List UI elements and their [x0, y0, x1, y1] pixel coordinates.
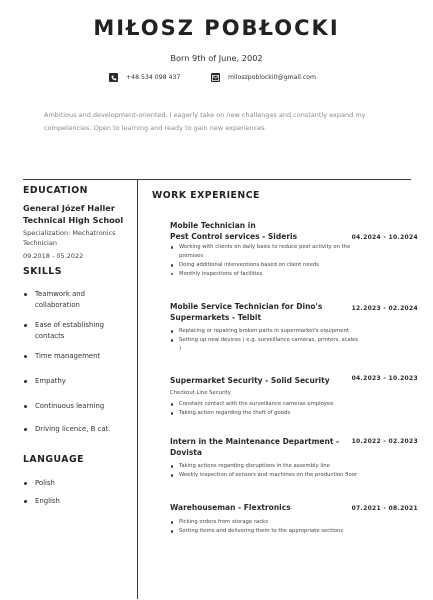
school-name-line1: General Józef Haller	[23, 203, 115, 213]
phone-number: +48 534 098 437	[126, 74, 181, 81]
education-section	[23, 185, 131, 260]
job-subtitle: Checkout Line Security	[170, 390, 231, 396]
job-dates: 04.2023 - 10.2023	[351, 375, 418, 382]
job-dates: 07.2021 - 08.2021	[351, 505, 418, 512]
email-icon	[211, 73, 220, 82]
skill-item: Continuous learning	[24, 401, 132, 412]
work-experience-title: WORK EXPERIENCE	[152, 190, 260, 201]
job-title: Supermarket Security - Solid Security	[170, 376, 330, 385]
birth-date: Born 9th of June, 2002	[170, 53, 263, 63]
specialization	[23, 229, 131, 249]
duty-item: Setting up new devices ( e.g. surveillance cameras, printers, scales )	[170, 336, 360, 354]
school-name	[23, 203, 131, 226]
school-name-line2: Technical High School	[23, 214, 124, 225]
phone-icon	[109, 73, 118, 82]
skill-item: Driving licence, B cat.	[24, 424, 132, 435]
language-title: LANGUAGE	[23, 454, 84, 465]
job-title-line2: Pest Control services - Sideris	[170, 232, 298, 242]
language-item: English	[24, 496, 132, 507]
education-dates: 09.2018 - 05.2022	[23, 251, 84, 260]
duty-item: Constant contact with the surveillance cameras employee	[170, 400, 360, 409]
job-duties	[170, 462, 360, 480]
specialization-line2: Technician	[23, 238, 57, 247]
job-title-line1: Mobile Service Technician for Dino's	[170, 302, 323, 311]
skills-title: SKILLS	[23, 266, 62, 277]
skill-item: Teamwork and collaboration	[24, 289, 132, 310]
skill-item: Empathy	[24, 376, 132, 387]
job-dates: 04.2024 - 10.2024	[351, 234, 418, 241]
duty-item: Sorting items and delivering them to the appropriate sections	[170, 527, 360, 536]
job-title-line1: Mobile Technician in	[170, 221, 256, 230]
job-duties	[170, 243, 360, 279]
section-divider-horizontal	[23, 179, 411, 180]
job-title	[170, 436, 340, 459]
full-name: MIŁOSZ POBŁOCKI	[93, 16, 340, 40]
duty-item: Monthly inspections of facilities	[170, 270, 360, 279]
duty-item: Picking orders from storage racks	[170, 518, 360, 527]
duty-item: Working with clients on daily basis to reduce pest activity on the premises	[170, 243, 360, 261]
duty-item: Replacing or repairing broken parts in supermarket's equipment	[170, 327, 360, 336]
skill-item: Time management	[24, 351, 132, 362]
email-contact	[211, 73, 316, 82]
job-dates: 10.2022 - 02.2023	[351, 438, 418, 445]
job-title-line2: Supermarkets - Telbit	[170, 313, 262, 323]
job-title-line1: Intern in the Maintenance Department -	[170, 437, 340, 446]
job-duties	[170, 327, 360, 354]
job-duties	[170, 518, 360, 536]
section-divider-vertical	[137, 179, 138, 599]
job-title	[170, 301, 340, 324]
summary-text: Ambitious and development-oriented, I eagerly take on new challenges and constantly expand my competencies. Open to learning and ready to gain new experiences.	[44, 111, 366, 132]
email-address: miloszpoblocki0@gmail.com	[228, 74, 317, 81]
education-title: EDUCATION	[23, 185, 88, 196]
duty-item: Taking actions regarding disruptions in the assembly line	[170, 462, 360, 471]
duty-item: Taking action regarding the theft of goods	[170, 409, 360, 418]
job-title: Warehouseman - Flextronics	[170, 503, 291, 512]
duty-item: Doing additional interventions based on client needs	[170, 261, 360, 270]
language-item: Polish	[24, 478, 132, 489]
job-dates: 12.2023 - 02.2024	[351, 305, 418, 312]
skill-item: Ease of establishing contacts	[24, 320, 132, 341]
job-title	[170, 220, 340, 243]
job-title-line2: Dovista	[170, 448, 202, 458]
phone-contact	[109, 73, 180, 82]
duty-item: Weekly inspection of sensors and machines on the production floor	[170, 471, 360, 480]
specialization-line1: Specialization: Mechatronics	[23, 229, 116, 237]
job-duties	[170, 400, 360, 418]
